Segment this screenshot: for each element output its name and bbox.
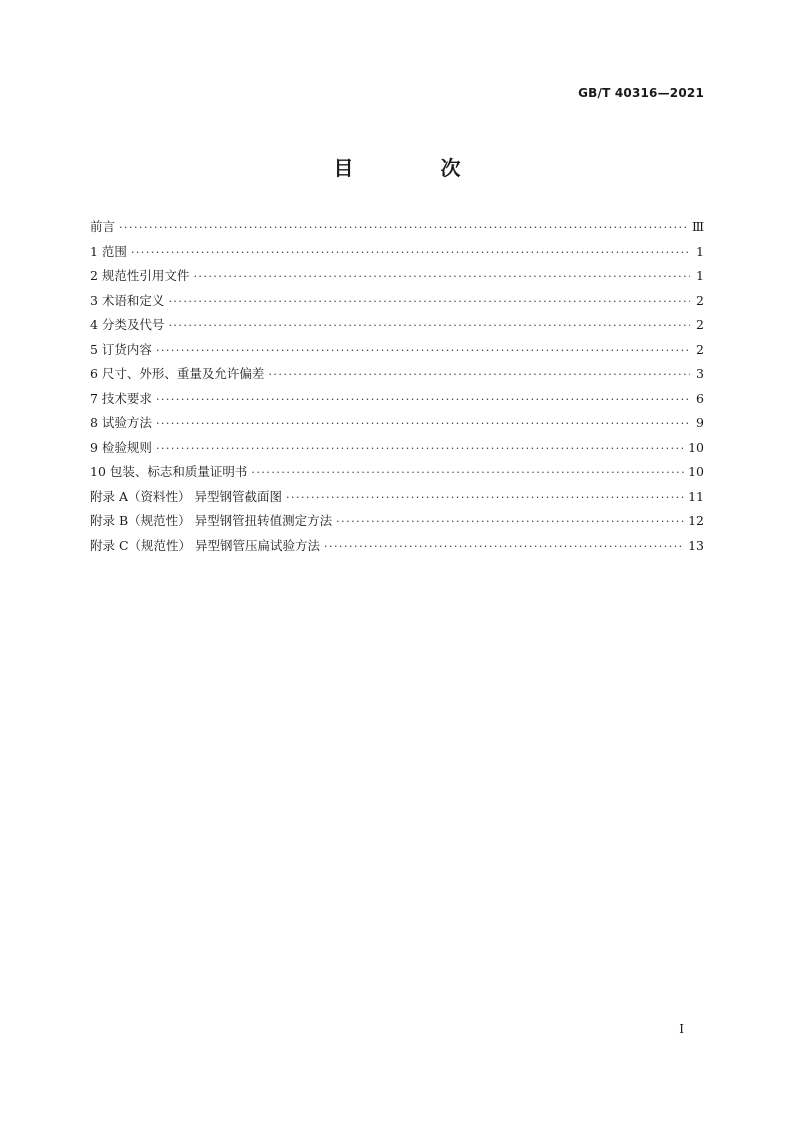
page-number: I	[679, 1022, 684, 1036]
toc-entry-ordering[interactable]	[90, 340, 704, 365]
toc-leader-dots	[336, 512, 684, 532]
toc-entry-normative-references[interactable]	[90, 266, 704, 291]
toc-entry-page: 1	[696, 268, 704, 283]
toc-entry-annex-b[interactable]	[90, 511, 704, 536]
toc-entry-page: 10	[688, 439, 704, 455]
standard-code: GB/T 40316—2021	[578, 86, 704, 100]
toc-entry-label: 3 术语和定义	[90, 292, 165, 308]
toc-entry-page: 12	[688, 513, 704, 528]
toc-entry-label: 附录 B（规范性） 异型钢管扭转值测定方法	[90, 513, 333, 528]
toc-entry-page: 6	[696, 390, 704, 406]
toc-entry-page: 2	[696, 317, 704, 332]
toc-entry-label: 10 包装、标志和质量证明书	[90, 464, 248, 479]
toc-entry-page: 10	[688, 464, 704, 479]
toc-leader-dots	[156, 390, 690, 410]
toc-leader-dots	[251, 463, 684, 483]
toc-entry-label: 1 范围	[90, 243, 127, 259]
toc-entry-label: 7 技术要求	[90, 390, 152, 406]
toc-entry-classification[interactable]	[90, 315, 704, 340]
toc-leader-dots	[168, 292, 690, 312]
toc-entry-label: 8 试验方法	[90, 415, 152, 430]
toc-entry-annex-c[interactable]	[90, 536, 704, 561]
toc-leader-dots	[156, 439, 684, 459]
table-of-contents	[90, 217, 704, 560]
toc-entry-inspection-rules[interactable]	[90, 438, 704, 463]
toc-entry-label: 5 订货内容	[90, 341, 152, 357]
toc-entry-page: 2	[696, 341, 704, 357]
toc-entry-label: 附录 A（资料性） 异型钢管截面图	[90, 488, 282, 504]
toc-entry-packaging[interactable]	[90, 462, 704, 487]
toc-title: 目 次	[333, 156, 501, 180]
toc-entry-page: 11	[688, 488, 704, 504]
toc-entry-label: 前言	[90, 219, 116, 234]
toc-leader-dots	[286, 488, 684, 508]
toc-entry-label: 附录 C（规范性） 异型钢管压扁试验方法	[90, 537, 321, 553]
toc-entry-technical-requirements[interactable]	[90, 389, 704, 414]
toc-entry-label: 6 尺寸、外形、重量及允许偏差	[90, 366, 265, 381]
toc-entry-label: 9 检验规则	[90, 439, 152, 455]
toc-leader-dots	[119, 218, 688, 238]
toc-entry-annex-a[interactable]	[90, 487, 704, 512]
toc-leader-dots	[324, 537, 684, 557]
toc-entry-terms-definitions[interactable]	[90, 291, 704, 316]
toc-entry-label: 4 分类及代号	[90, 317, 165, 332]
toc-entry-page: Ⅲ	[691, 219, 704, 234]
toc-leader-dots	[168, 316, 690, 336]
toc-entry-page: 13	[688, 537, 704, 553]
toc-entry-page: 9	[696, 415, 704, 430]
toc-leader-dots	[193, 267, 690, 287]
toc-entry-foreword[interactable]	[90, 217, 704, 242]
toc-entry-dimensions[interactable]	[90, 364, 704, 389]
toc-leader-dots	[268, 365, 690, 385]
toc-leader-dots	[131, 243, 690, 263]
toc-leader-dots	[156, 414, 690, 434]
toc-entry-test-methods[interactable]	[90, 413, 704, 438]
toc-entry-page: 1	[696, 243, 704, 259]
toc-entry-page: 2	[696, 292, 704, 308]
toc-entry-page: 3	[696, 366, 704, 381]
toc-leader-dots	[156, 341, 690, 361]
toc-entry-scope[interactable]	[90, 242, 704, 267]
toc-entry-label: 2 规范性引用文件	[90, 268, 190, 283]
